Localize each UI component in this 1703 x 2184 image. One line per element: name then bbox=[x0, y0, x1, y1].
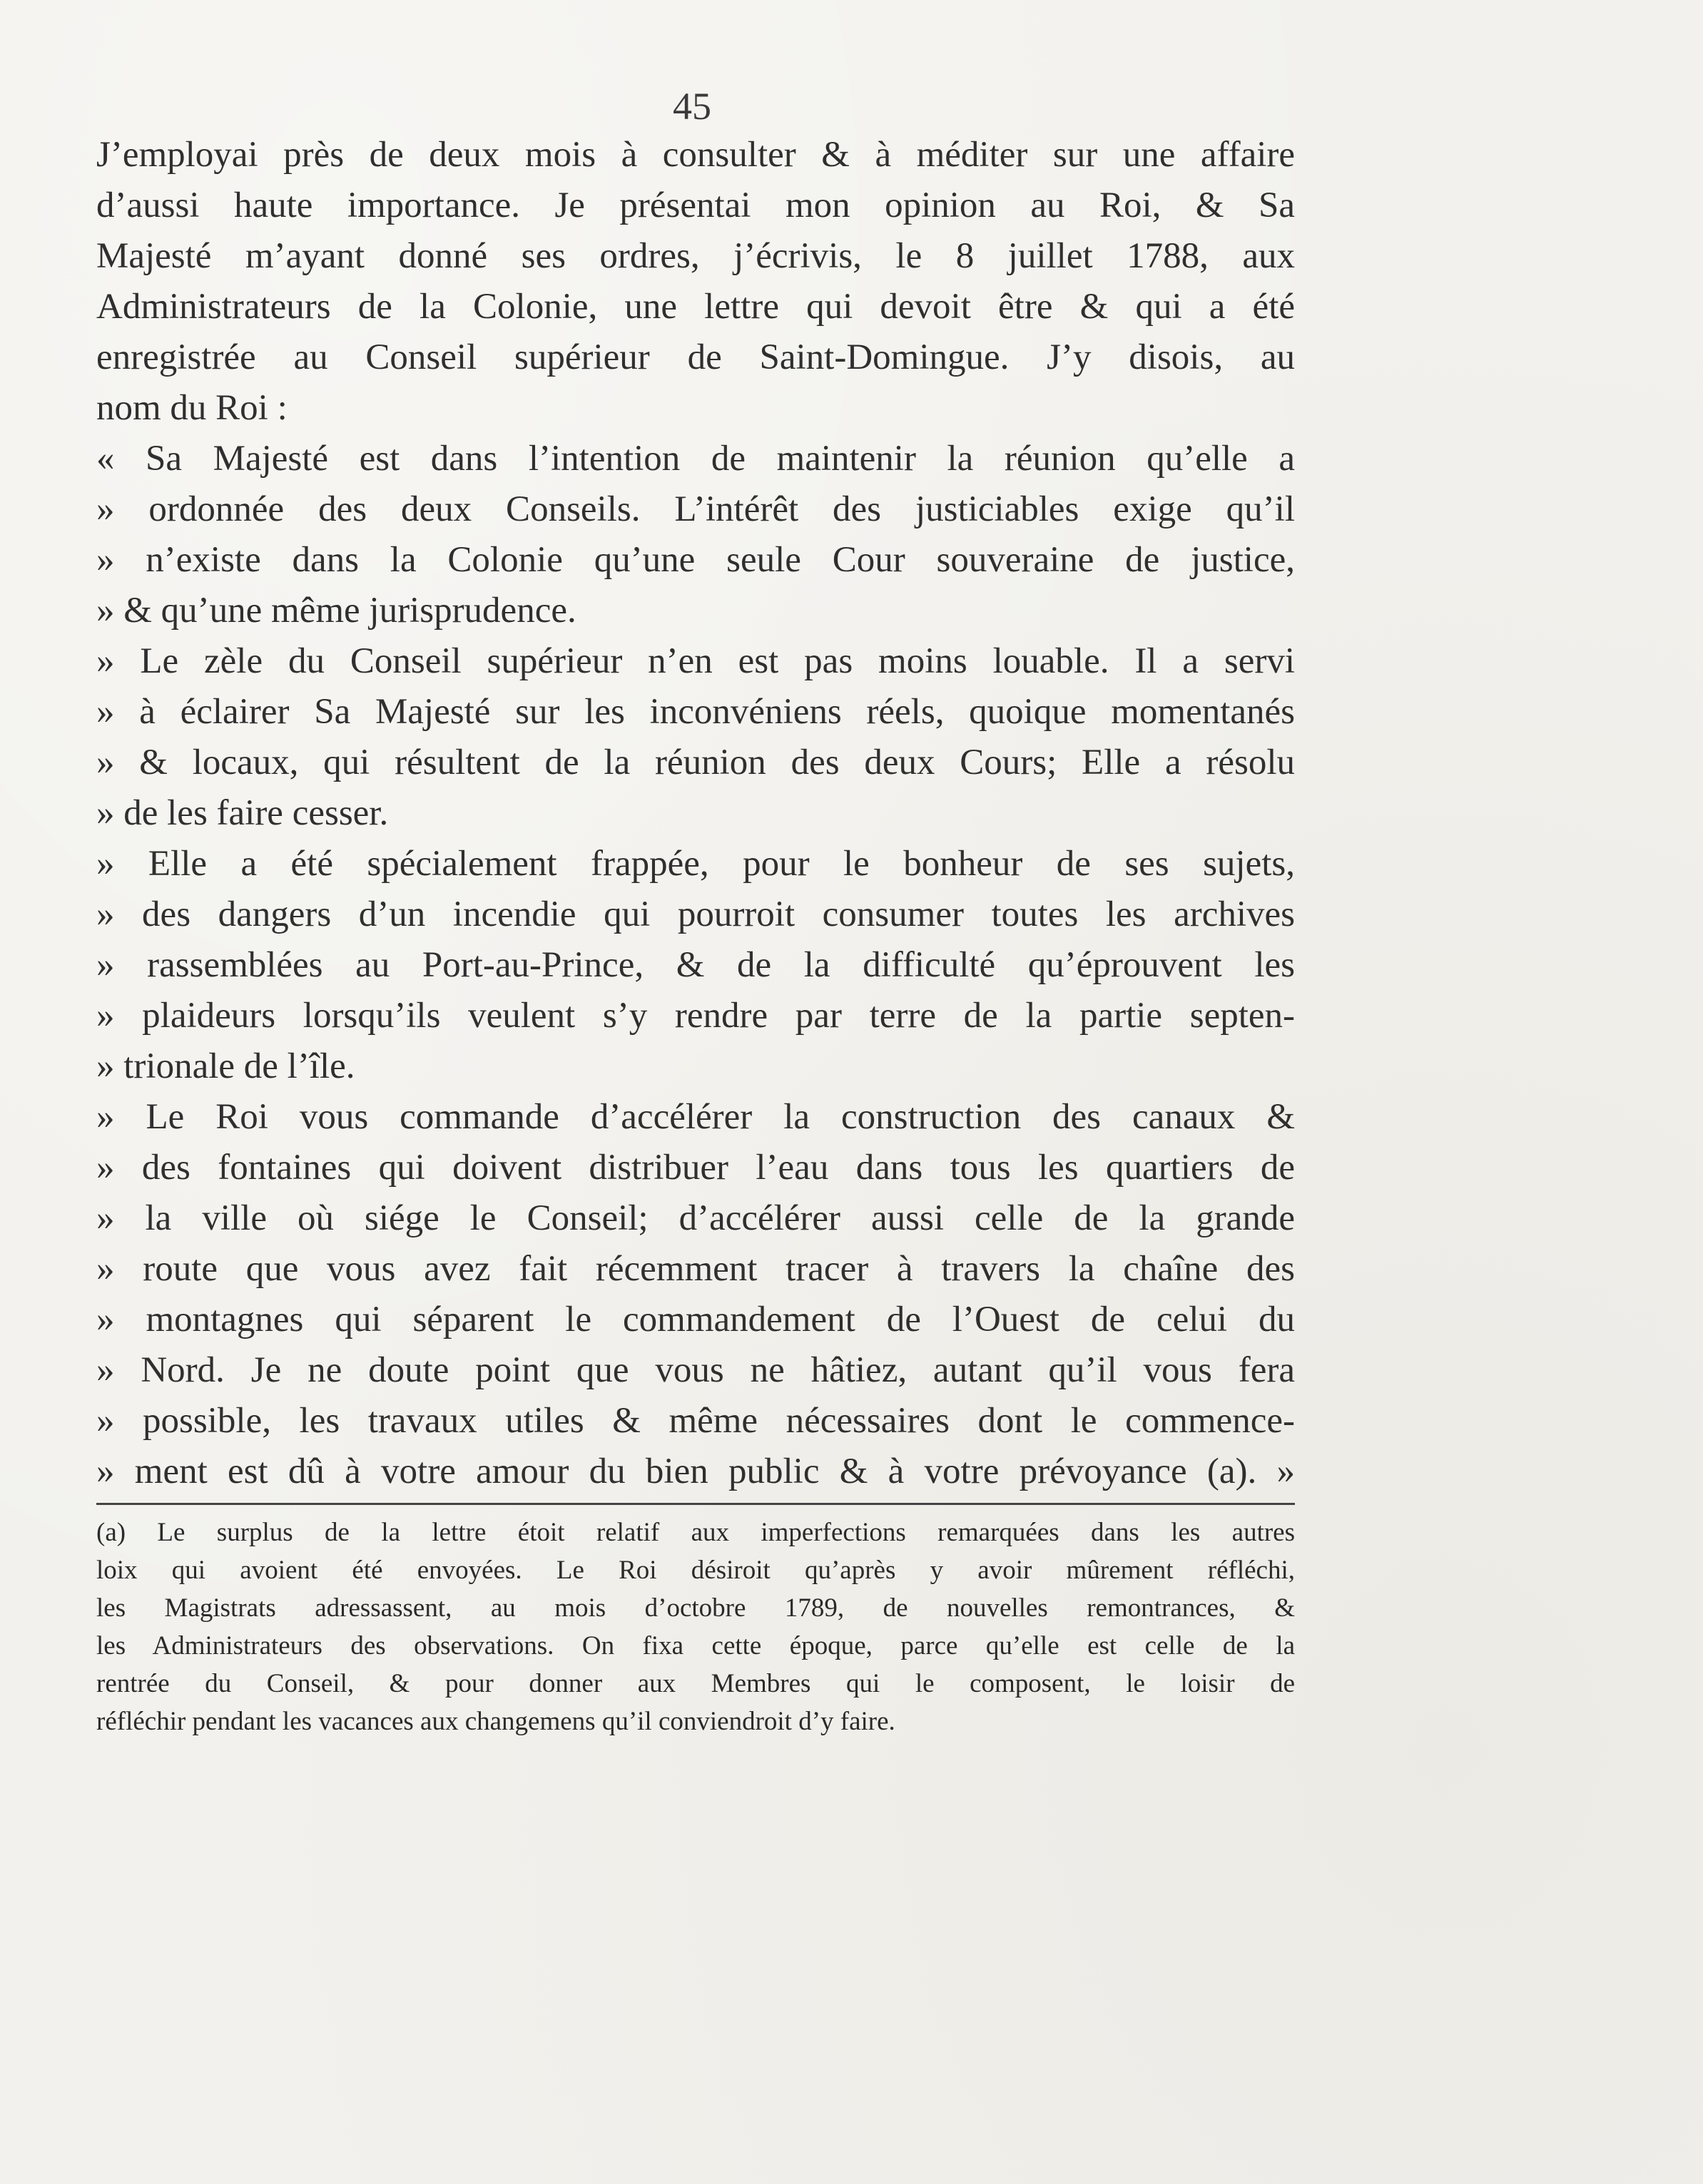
footnote-line: loix qui avoient été envoyées. Le Roi désiroit qu’après y avoir mûrement réfléchi, bbox=[96, 1556, 1295, 1585]
text-line: » plaideurs lorsqu’ils veulent s’y rendre par terre de la partie septen- bbox=[96, 996, 1295, 1036]
text-line: » Elle a été spécialement frappée, pour le bonheur de ses sujets, bbox=[96, 844, 1295, 884]
text-line: » à éclairer Sa Majesté sur les inconvéniens réels, quoique momentanés bbox=[96, 692, 1295, 732]
text-line: Majesté m’ayant donné ses ordres, j’écrivis, le 8 juillet 1788, aux bbox=[96, 236, 1295, 276]
text-line: » n’existe dans la Colonie qu’une seule Cour souveraine de justice, bbox=[96, 540, 1295, 580]
text-line: » route que vous avez fait récemment tracer à travers la chaîne des bbox=[96, 1249, 1295, 1289]
text-line: enregistrée au Conseil supérieur de Saint-Domingue. J’y disois, au bbox=[96, 337, 1295, 377]
footnote bbox=[96, 1514, 1295, 1740]
text-line: » des dangers d’un incendie qui pourroit consumer toutes les archives bbox=[96, 894, 1295, 934]
text-line: » de les faire cesser. bbox=[96, 793, 389, 833]
text-line: » la ville où siége le Conseil; d’accélérer aussi celle de la grande bbox=[96, 1198, 1295, 1238]
text-line: » & locaux, qui résultent de la réunion des deux Cours; Elle a résolu bbox=[96, 743, 1295, 782]
text-line: » ment est dû à votre amour du bien public & à votre prévoyance (a). » bbox=[96, 1451, 1295, 1491]
footnote-line: les Administrateurs des observations. On fixa cette époque, parce qu’elle est celle de la bbox=[96, 1631, 1295, 1660]
footnote-line: rentrée du Conseil, & pour donner aux Membres qui le composent, le loisir de bbox=[96, 1669, 1295, 1698]
footnote-line: les Magistrats adressassent, au mois d’octobre 1789, de nouvelles remontrances, & bbox=[96, 1593, 1295, 1623]
text-line: » Le zèle du Conseil supérieur n’en est pas moins louable. Il a servi bbox=[96, 641, 1295, 681]
text-line: Administrateurs de la Colonie, une lettre qui devoit être & qui a été bbox=[96, 287, 1295, 327]
text-line: » Le Roi vous commande d’accélérer la construction des canaux & bbox=[96, 1097, 1295, 1137]
text-line: » & qu’une même jurisprudence. bbox=[96, 591, 576, 631]
text-line: J’employai près de deux mois à consulter & à méditer sur une affaire bbox=[96, 135, 1295, 175]
text-line: » possible, les travaux utiles & même nécessaires dont le commence- bbox=[96, 1401, 1295, 1441]
text-line: » trionale de l’île. bbox=[96, 1046, 355, 1086]
footnote-divider bbox=[96, 1503, 1295, 1505]
text-line: » Nord. Je ne doute point que vous ne hâtiez, autant qu’il vous fera bbox=[96, 1350, 1295, 1390]
page-number: 45 bbox=[673, 85, 711, 128]
text-line: nom du Roi : bbox=[96, 388, 288, 428]
text-line: » ordonnée des deux Conseils. L’intérêt des justiciables exige qu’il bbox=[96, 489, 1295, 529]
footnote-line: (a) Le surplus de la lettre étoit relatif aux imperfections remarquées dans les autres bbox=[96, 1518, 1295, 1547]
text-line: » des fontaines qui doivent distribuer l’eau dans tous les quartiers de bbox=[96, 1148, 1295, 1188]
footnote-line: réfléchir pendant les vacances aux changemens qu’il conviendroit d’y faire. bbox=[96, 1707, 895, 1736]
text-line: d’aussi haute importance. Je présentai mon opinion au Roi, & Sa bbox=[96, 185, 1295, 225]
body-text bbox=[96, 130, 1295, 1497]
text-line: » montagnes qui séparent le commandement de l’Ouest de celui du bbox=[96, 1300, 1295, 1340]
text-line: « Sa Majesté est dans l’intention de maintenir la réunion qu’elle a bbox=[96, 439, 1295, 479]
text-line: » rassemblées au Port-au-Prince, & de la difficulté qu’éprouvent les bbox=[96, 945, 1295, 985]
